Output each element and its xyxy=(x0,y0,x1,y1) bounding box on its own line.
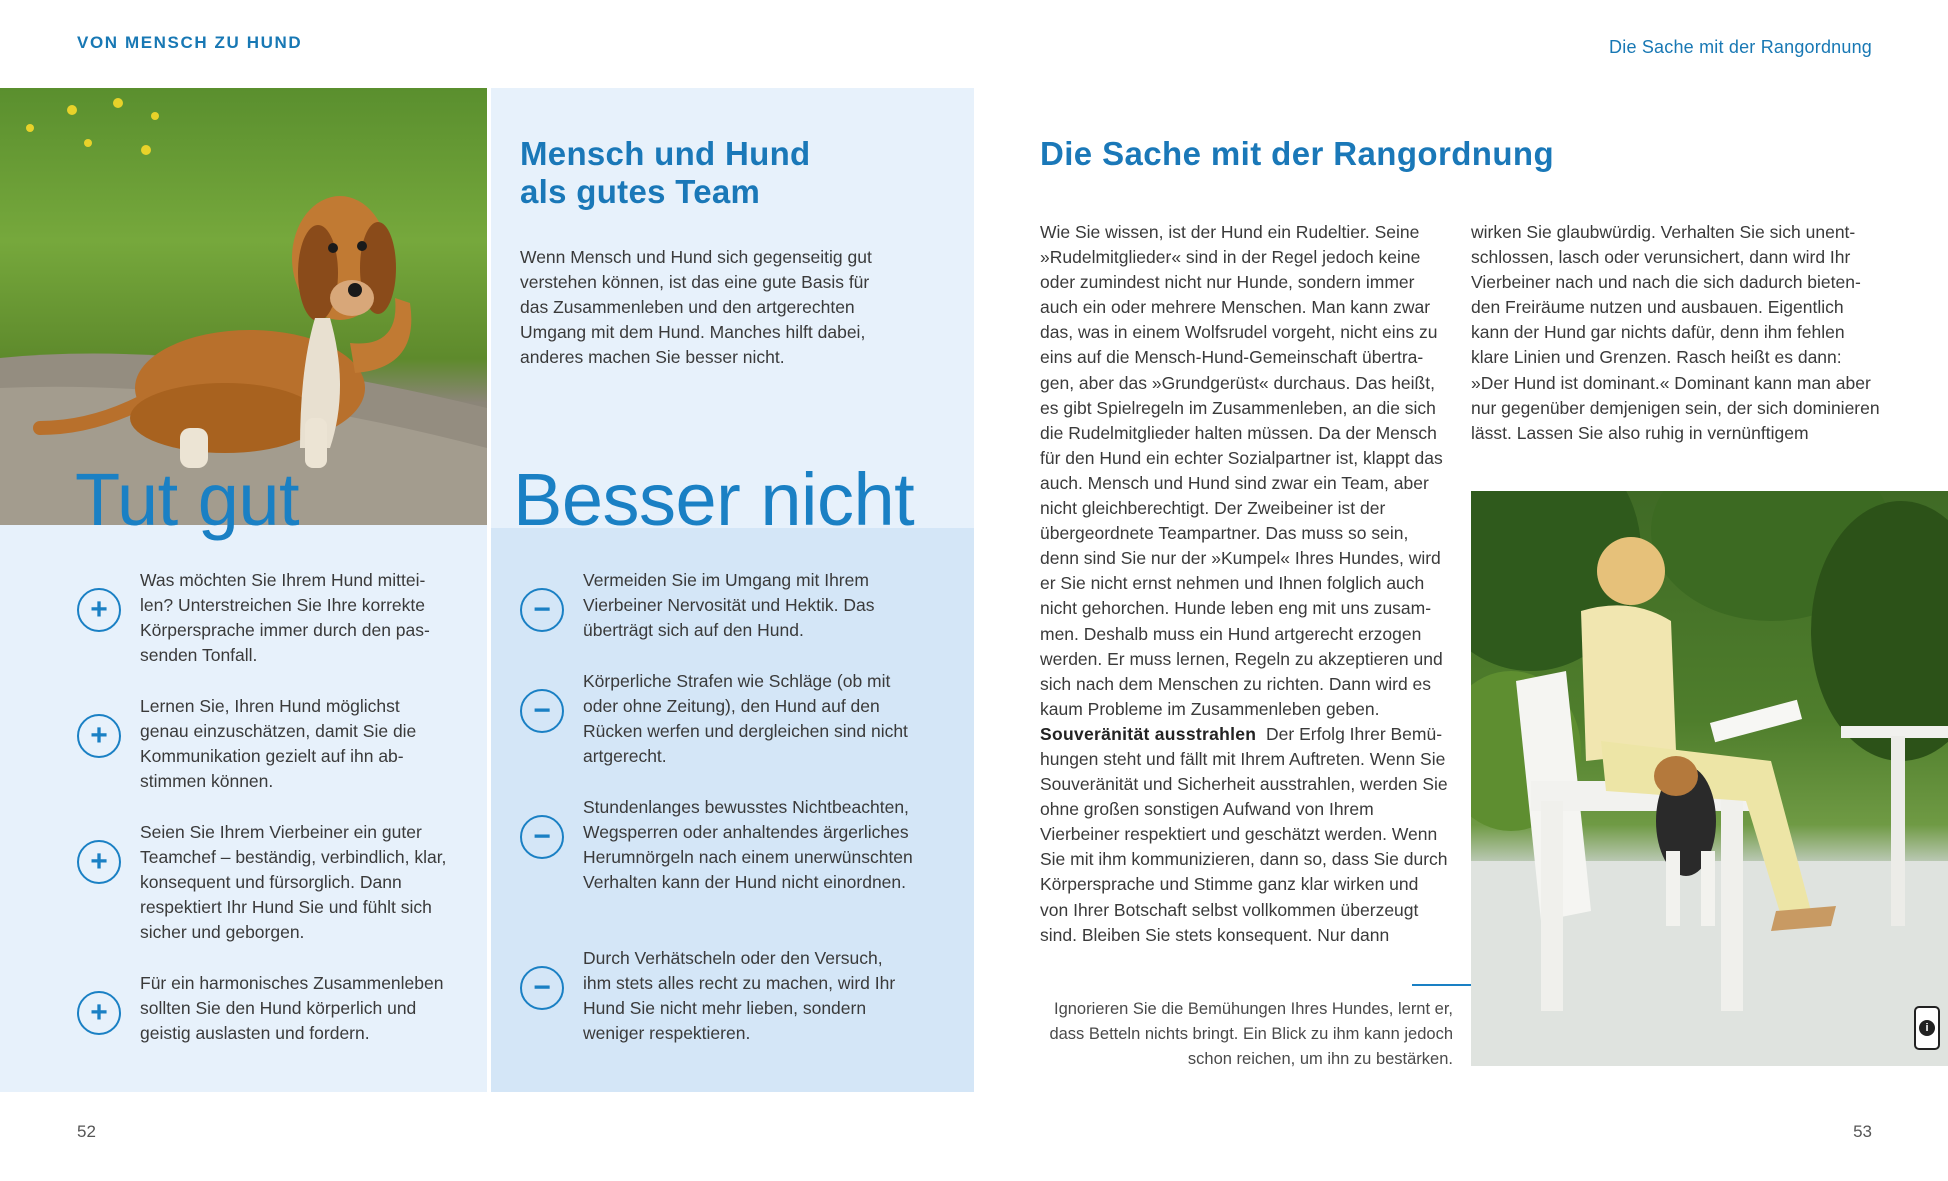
tut-gut-heading: Tut gut xyxy=(75,458,300,541)
plus-icon: + xyxy=(77,991,121,1035)
team-title-line2: als gutes Team xyxy=(520,173,761,210)
article-paragraph-3: wirken Sie glaubwürdig. Verhalten Sie sich unentschlossen, lasch oder verunsichert, dann wird Ihr Vierbeiner nach und nach die sich dadurch bietenden Freiräume nutzen und ausbauen. Eigentlich kann der Hund gar nichts dafür, denn ihm fehlen klare Linien und Grenzen. Rasch heißt es dann: »Der Hund ist dominant.« Dominant kann man aber nur gegenüber demjenigen sein, der sich dominieren lässt. Lassen Sie also ruhig in vernünftigem xyxy=(1471,222,1880,443)
plus-icon: + xyxy=(77,714,121,758)
minus-icon: − xyxy=(520,966,564,1010)
list-item xyxy=(77,694,450,794)
list-item xyxy=(77,820,450,945)
list-item xyxy=(520,946,913,1046)
list-item-text: Körperliche Strafen wie Schläge (ob mit oder ohne Zeitung), den Hund auf den Rücken werfen und dergleichen sind nicht artgerecht. xyxy=(583,671,908,766)
article-column-left xyxy=(1040,220,1448,948)
article-paragraph-1: Wie Sie wissen, ist der Hund ein Rudeltier. Seine »Rudelmitglieder« sind in der Regel jedoch keine oder zumindest nicht nur Hunde, sondern immer auch ein oder mehrere Menschen. Man kann zwar das, was in einem Wolfsrudel vorgeht, nicht eins zu eins auf die Mensch-Hund-Gemeinschaft übertragen, aber das »Grundgerüst« durchaus. Das heißt, es gibt Spielregeln im Zusammenleben, an die sich die Rudelmitglieder halten müssen. Da der Mensch für den Hund ein echter Sozialpartner ist, klappt das auch. Mensch und Hund sind zwar ein Team, aber nicht gleichberechtigt. Der Zweibeiner ist der übergeordnete Teampartner. Das muss so sein, denn sind Sie nur der »Kumpel« Ihres Hundes, wird er Sie nicht ernst nehmen und Ihnen folglich auch nicht gehorchen. Hunde leben eng mit uns zusammen. Deshalb muss ein Hund artgerecht erzogen werden. Er muss lernen, Regeln zu akzeptieren und sich nach dem Menschen zu richten. Dann wird es kaum Probleme im Zusammenleben geben. xyxy=(1040,222,1443,719)
list-item xyxy=(77,568,450,668)
woman-reading-with-dog-photo xyxy=(1471,491,1948,1066)
list-item-text: Lernen Sie, Ihren Hund möglichst genau einzuschätzen, damit Sie die Kommunikation gezielt auf ihn abstimmen können. xyxy=(140,696,417,791)
list-item xyxy=(77,971,450,1046)
list-item xyxy=(520,795,913,895)
list-item-text: Für ein harmonisches Zusammenleben sollten Sie den Hund körperlich und geistig auslasten und fordern. xyxy=(140,973,444,1043)
plus-icon: + xyxy=(77,840,121,884)
team-intro-text: Wenn Mensch und Hund sich gegenseitig gut verstehen können, ist das eine gute Basis für das Zusammenleben und den artgerechten Umgang mit dem Hund. Manches hilft dabei, anderes machen Sie besser nicht. xyxy=(520,247,872,367)
page-number-right: 53 xyxy=(1853,1122,1872,1141)
list-item xyxy=(520,568,913,643)
photo-caption: Ignorieren Sie die Bemühungen Ihres Hundes, lernt er, dass Betteln nichts bringt. Ein Blick zu ihm kann jedoch schon reichen, um ihn zu bestärken. xyxy=(1049,1000,1453,1068)
list-item-text: Vermeiden Sie im Umgang mit Ihrem Vierbeiner Nervosität und Hektik. Das überträgt sich auf den Hund. xyxy=(583,570,875,640)
article-column-right xyxy=(1471,220,1881,446)
page-number-left: 52 xyxy=(77,1122,96,1141)
list-item-text: Was möchten Sie Ihrem Hund mitteilen? Unterstreichen Sie Ihre korrekte Körpersprache immer durch den passenden Tonfall. xyxy=(140,570,430,665)
article-subheading: Souveränität ausstrahlen xyxy=(1040,723,1257,744)
smartphone-info-icon[interactable]: i xyxy=(1914,1006,1940,1050)
running-head-left: VON MENSCH ZU HUND xyxy=(77,33,303,52)
article-title: Die Sache mit der Rangordnung xyxy=(1040,135,1554,172)
plus-icon: + xyxy=(77,588,121,632)
list-item-text: Durch Verhätscheln oder den Versuch, ihm stets alles recht zu machen, wird Ihr Hund Sie nicht mehr lieben, sondern weniger respektieren. xyxy=(583,948,896,1043)
minus-icon: − xyxy=(520,689,564,733)
article-paragraph-2: Der Erfolg Ihrer Bemühungen steht und fällt mit Ihrem Auftreten. Wenn Sie Souveränität und Sicherheit ausstrahlen, werden Sie ohne großen sonstigen Aufwand von Ihrem Vierbeiner respektiert und geschätzt werden. Wenn Sie mit ihm kommunizieren, dann so, dass Sie durch Körpersprache und Stimme ganz klar wirken und von Ihrer Botschaft selbst vollkommen überzeugt sind. Bleiben Sie stets konsequent. Nur dann xyxy=(1040,723,1448,945)
running-head-right: Die Sache mit der Rangordnung xyxy=(1609,37,1872,57)
minus-icon: − xyxy=(520,588,564,632)
minus-icon: − xyxy=(520,815,564,859)
team-title-line1: Mensch und Hund xyxy=(520,135,811,172)
besser-nicht-heading: Besser nicht xyxy=(513,458,915,541)
team-title xyxy=(520,135,810,211)
list-item xyxy=(520,669,913,769)
list-item-text: Seien Sie Ihrem Vierbeiner ein guter Teamchef – beständig, verbindlich, klar, konsequent und fürsorglich. Dann respektiert Ihr Hund Sie und fühlt sich sicher und geborgen. xyxy=(140,822,447,942)
list-item-text: Stundenlanges bewusstes Nichtbeachten, Wegsperren oder anhaltendes ärgerliches Herumnörgeln nach einem unerwünschten Verhalten kann der Hund nicht einordnen. xyxy=(583,797,913,892)
caption-divider xyxy=(1412,984,1471,986)
